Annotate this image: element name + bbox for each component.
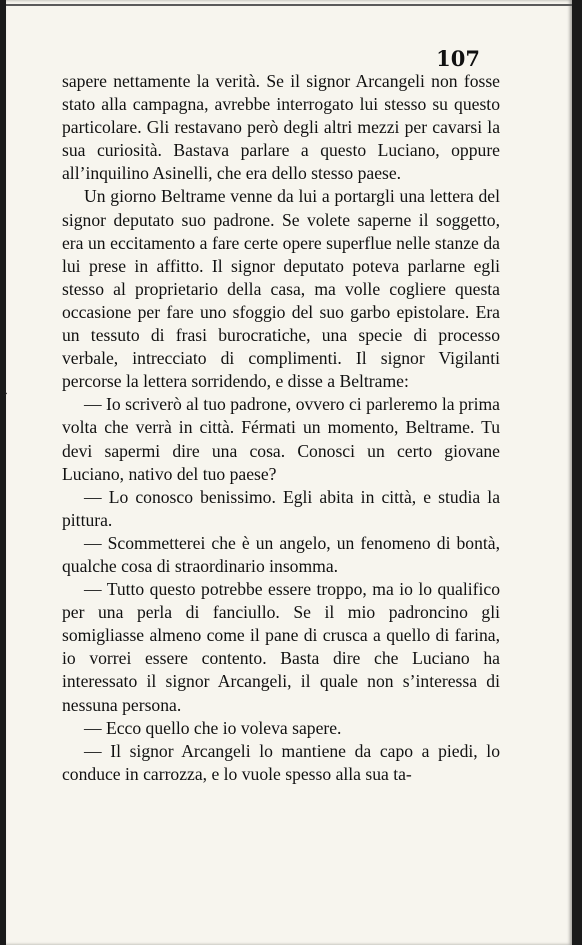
paragraph: sapere nettamente la verità. Se il signor Arcangeli non fosse stato alla campagna, avrebbe interrogato lui stesso su questo particolare. Gli restavano però degli altri mezzi per cavarsi la sua curiosità. Bastava parlare a questo Luciano, oppure all’inquilino Asinelli, che era dello stesso paese.: [62, 71, 500, 184]
dialogue-line: — Ecco quello che io voleva sapere.: [84, 717, 342, 738]
margin-mark: ›: [3, 386, 8, 400]
dialogue-line: — Tutto questo potrebbe essere troppo, ma io lo qualifico per una perla di fanciullo. Se il mio padroncino gli somigliasse almeno come il pane di crusca a quello di farina, io vorrei essere contento. Basta dire che Luciano ha interessato il signor Arcangeli, il quale non s’interessa di nessuna persona.: [62, 579, 500, 715]
body-text: [62, 70, 500, 786]
top-edge-rule: [6, 4, 572, 6]
dialogue-line: — Lo conosco benissimo. Egli abita in città, e studia la pittura.: [62, 486, 500, 530]
book-page: [3, 0, 572, 945]
dialogue-line: — Io scriverò al tuo padrone, ovvero ci parleremo la prima volta che verrà in città. Férmati un momento, Beltrame. Tu devi sapermi dire una cosa. Conosci un certo giovane Luciano, nativo del tuo paese?: [62, 394, 500, 484]
paragraph: Un giorno Beltrame venne da lui a portargli una lettera del signor deputato suo padrone. Se volete saperne il soggetto, era un eccitamento a fare certe opere superflue nelle stanze da lui prese in affitto. Il signor deputato poteva parlarne egli stesso al proprietario della casa, ma volle cogliere questa occasione per fare uno sfoggio del suo garbo epistolare. Era un tessuto di frasi burocratiche, una specie di processo verbale, intrecciato di complimenti. Il signor Vigilanti percorse la lettera sorridendo, e disse a Beltrame:: [62, 186, 500, 392]
page-number: 107: [436, 46, 480, 71]
dialogue-line: — Il signor Arcangeli lo mantiene da capo a piedi, lo conduce in carrozza, e lo vuole spesso alla sua ta-: [62, 740, 500, 784]
dialogue-line: — Scommetterei che è un angelo, un fenomeno di bontà, qualche cosa di straordinario insomma.: [62, 532, 500, 576]
